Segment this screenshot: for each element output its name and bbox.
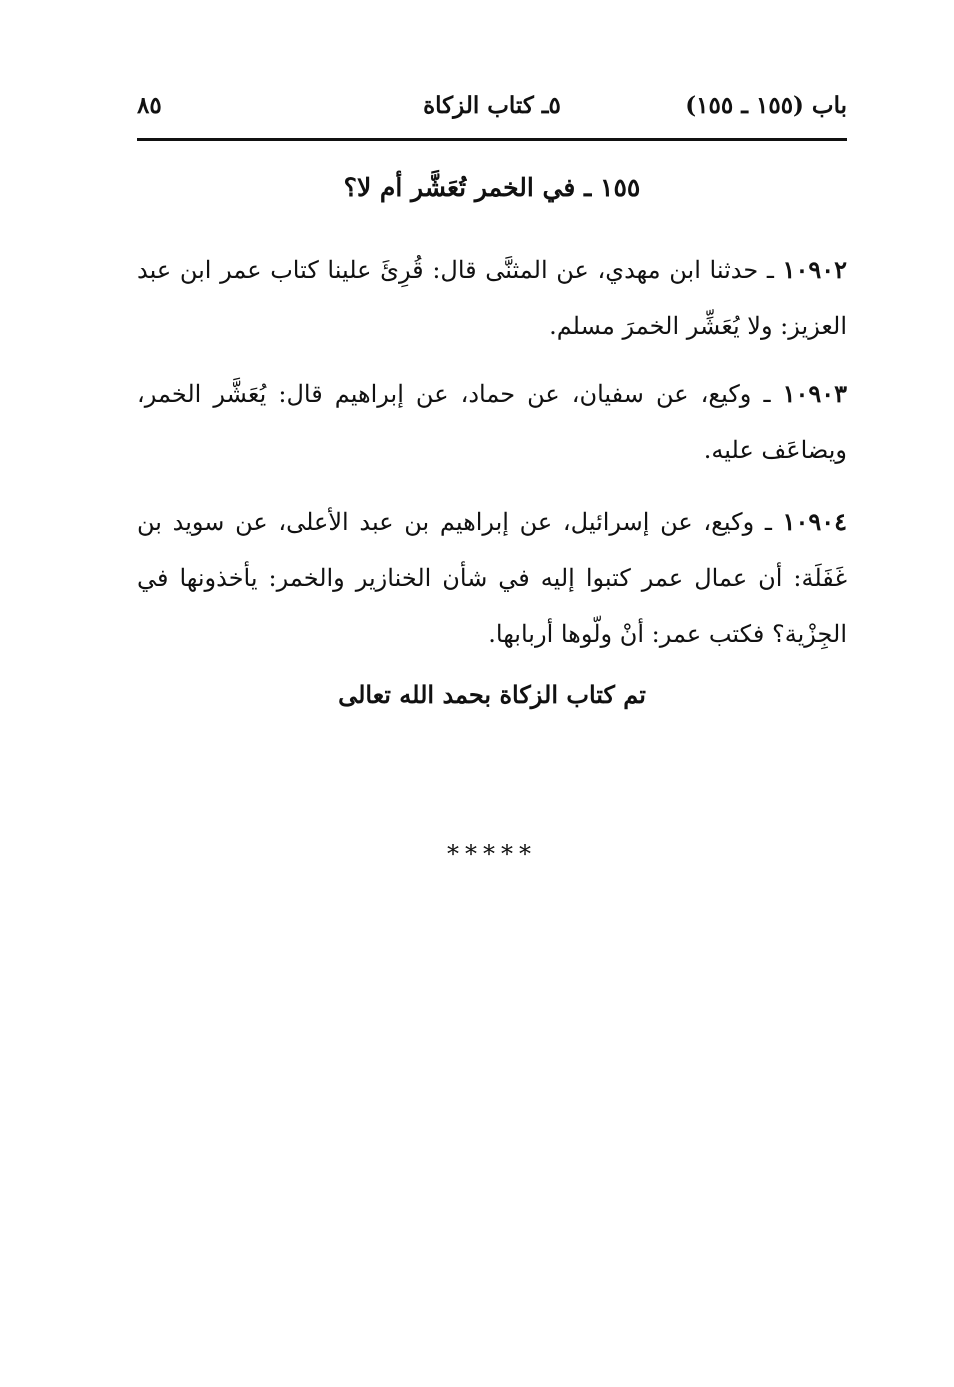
hadith-paragraph [137, 242, 847, 354]
chapter-range: باب (١٥٥ ـ ١٥٥) [685, 92, 847, 119]
hadith-text: ـ وكيع، عن إسرائيل، عن إبراهيم بن عبد الأعلى، عن سويد بن غَفَلَة: أن عمال عمر كتبوا إليه في شأن الخنازير والخمر: يأخذونها في الجِزْية؟ فكتب عمر: أنْ ولّوها أربابها. [137, 508, 848, 648]
section-title: ١٥٥ ـ في الخمر تُعَشَّر أم لا؟ [343, 173, 641, 202]
page-number: ٨٥ [137, 92, 162, 119]
closing-statement: تم كتاب الزكاة بحمد الله تعالى [338, 680, 646, 709]
hadith-text: ـ حدثنا ابن مهدي، عن المثنَّى قال: قُرِئَ علينا كتاب عمر ابن عبد العزيز: ولا يُعَشِّر الخمرَ مسلم. [137, 256, 847, 340]
hadith-number: ١٠٩٠٢ [782, 255, 847, 284]
running-header [137, 92, 847, 132]
hadith-text: ـ وكيع، عن سفيان، عن حماد، عن إبراهيم قال: يُعَشَّر الخمر، ويضاعَف عليه. [137, 380, 847, 464]
hadith-number: ١٠٩٠٤ [782, 507, 847, 536]
hadith-paragraph [137, 366, 847, 478]
asterisk-ornament: ***** [447, 840, 537, 868]
book-title: ٥ـ كتاب الزكاة [423, 92, 561, 119]
header-rule [137, 138, 847, 141]
hadith-number: ١٠٩٠٣ [782, 379, 848, 408]
hadith-paragraph [137, 494, 847, 662]
